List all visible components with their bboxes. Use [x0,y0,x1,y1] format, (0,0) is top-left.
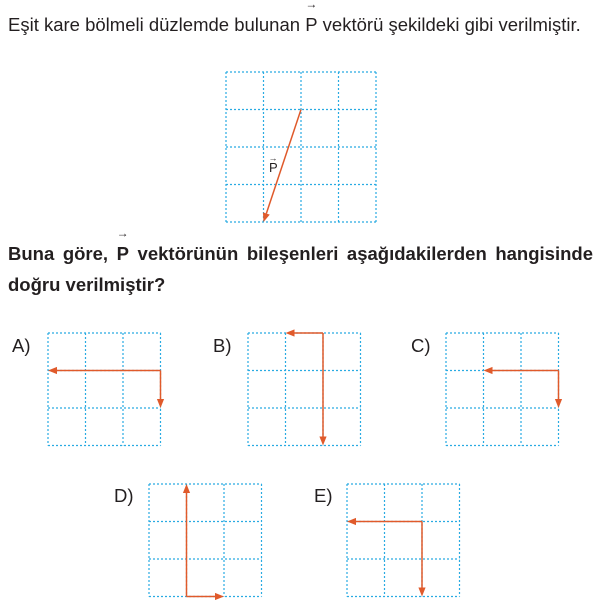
arrow-head-icon [319,437,326,446]
component-arrow [319,333,326,446]
option-c-figure[interactable] [442,329,566,449]
question-text [8,226,593,300]
option-e-label[interactable]: E) [314,485,333,506]
option-a-label[interactable]: A) [12,335,31,356]
option-b-label[interactable]: B) [213,335,232,356]
option-d-figure[interactable] [145,480,269,600]
vector-arrow-icon: → [305,0,318,11]
component-arrow [555,371,562,409]
vector-p-label: P [269,160,278,175]
question-vector-letter: P [116,243,129,264]
problem-stem [8,0,593,40]
arrow-head-icon [286,329,295,336]
arrow-head-icon [215,593,224,600]
option-a-figure[interactable] [44,329,168,449]
component-arrow [187,593,225,600]
component-arrow [157,371,164,409]
arrow-head-icon [484,367,493,374]
question-vector-symbol-p [116,226,129,269]
arrow-head-icon [347,518,356,525]
arrow-head-icon [183,484,190,493]
option-d-label[interactable]: D) [114,485,134,506]
option-c-label[interactable]: C) [411,335,431,356]
vector-symbol-p [305,0,318,40]
component-arrow [286,329,324,336]
vector-letter: P [305,14,318,35]
option-e-figure[interactable] [343,480,467,600]
arrow-head-icon [418,588,425,597]
arrow-head-icon [157,399,164,408]
stem-text-end: vektörü şekildeki gibi verilmiştir. [317,14,581,35]
arrow-head-icon [555,399,562,408]
question-text-end: vektörünün bileşenleri aşağıdakilerden hangisinde doğru verilmiştir? [8,243,593,295]
main-vector-figure [222,68,380,226]
component-arrow [183,484,190,597]
stem-text-start: Eşit kare bölmeli düzlemde bulunan [8,14,306,35]
vector-label-arrow-icon: → [268,153,278,163]
arrow-head-icon [263,212,270,222]
component-arrow [48,367,161,374]
arrow-head-icon [48,367,57,374]
question-text-start: Buna göre, [8,243,117,264]
vector-arrow-icon: → [116,226,129,240]
option-b-figure[interactable] [244,329,368,449]
